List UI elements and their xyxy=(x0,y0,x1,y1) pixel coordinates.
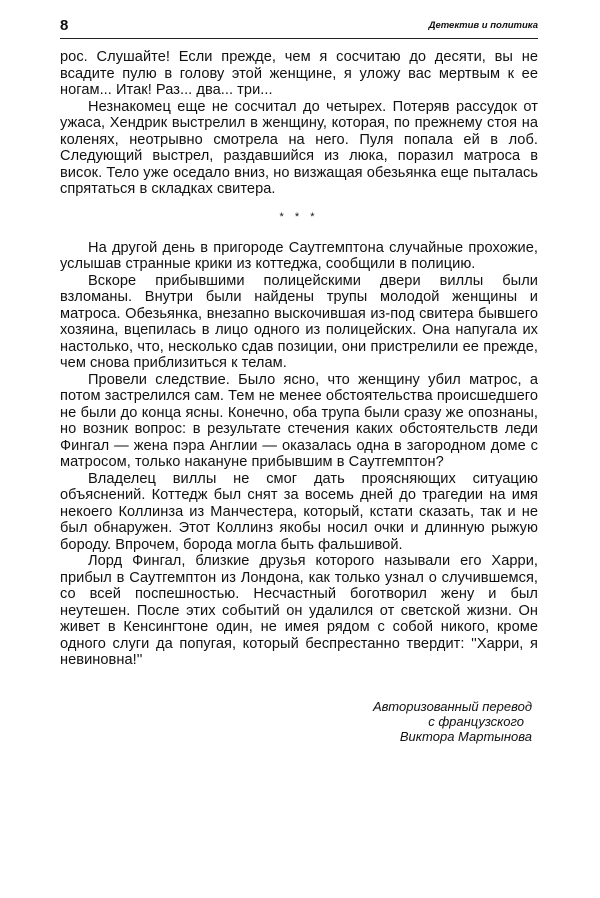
page-number: 8 xyxy=(60,17,69,34)
section-separator: * * * xyxy=(279,210,319,223)
paragraph: Вскоре прибывшими полицейскими двери виллы были взломаны. Внутри были найдены трупы молодой женщины и матроса. Обезьянка, внезапно выскочившая из-под свитера бывшего хозяина, вцепилась в лицо одного из полицейских. Она напугала их настолько, что, несколько сдав позиции, они пристрелили ее прежде, чем снова приблизиться к телам. xyxy=(60,272,538,371)
paragraph: Лорд Фингал, близкие друзья которого называли его Харри, прибыл в Саутгемптон из Лондона, как только узнал о случившемся, со всей поспешностью. Несчастный боготворил жену и был неутешен. После этих событий он удалился от светской жизни. Он живет в Кенсингтоне один, не имея рядом с собой никого, кроме одного слуги да попугая, который беспрестанно твердит: ''Харри, я невиновна!'' xyxy=(60,553,538,668)
page-header xyxy=(60,18,538,39)
paragraph: рос. Слушайте! Если прежде, чем я сосчитаю до десяти, вы не всадите пулю в голову этой женщине, я уложу вас мертвым к ее ногам... Итак! Раз... два... три... xyxy=(60,49,538,98)
article-body xyxy=(60,49,538,669)
paragraph: Владелец виллы не смог дать проясняющих ситуацию объяснений. Коттедж был снят за восемь дней до трагедии на имя некоего Коллинза из Манчестера, который, кстати сказать, так и не был обнаружен. Этот Коллинз якобы носил очки и длинную рыжую бороду. Впрочем, борода могла быть фальшивой. xyxy=(60,470,538,553)
paragraph: Незнакомец еще не сосчитал до четырех. Потеряв рассудок от ужаса, Хендрик выстрелил в женщину, которая, по прежнему стоя на коленях, неотрывно смотрела на него. Пуля попала ей в лоб. Следующий выстрел, раздавшийся из люка, поразил матроса в висок. Тело уже оседало вниз, но визжащая обезьянка еще пыталась спрятаться в складках свитера. xyxy=(60,98,538,197)
book-page xyxy=(60,18,538,744)
translator-name: Виктора Мартынова xyxy=(399,728,532,744)
running-head: Детектив и политика xyxy=(428,20,538,31)
credit-line: Авторизованный перевод xyxy=(372,698,532,714)
translation-credit xyxy=(60,699,538,744)
credit-line: с французского xyxy=(428,713,524,729)
paragraph: Провели следствие. Было ясно, что женщину убил матрос, а потом застрелился сам. Тем не менее обстоятельства происшедшего не были до конца ясны. Конечно, оба трупа были сразу же опознаны, но возник вопрос: в результате стечения каких обстоятельств леди Фингал — жена пэра Англии — оказалась одна в загородном доме с матросом, только накануне прибывшим в Саутгемптон? xyxy=(60,371,538,470)
paragraph: На другой день в пригороде Саутгемптона случайные прохожие, услышав странные крики из коттеджа, сообщили в полицию. xyxy=(60,239,538,272)
